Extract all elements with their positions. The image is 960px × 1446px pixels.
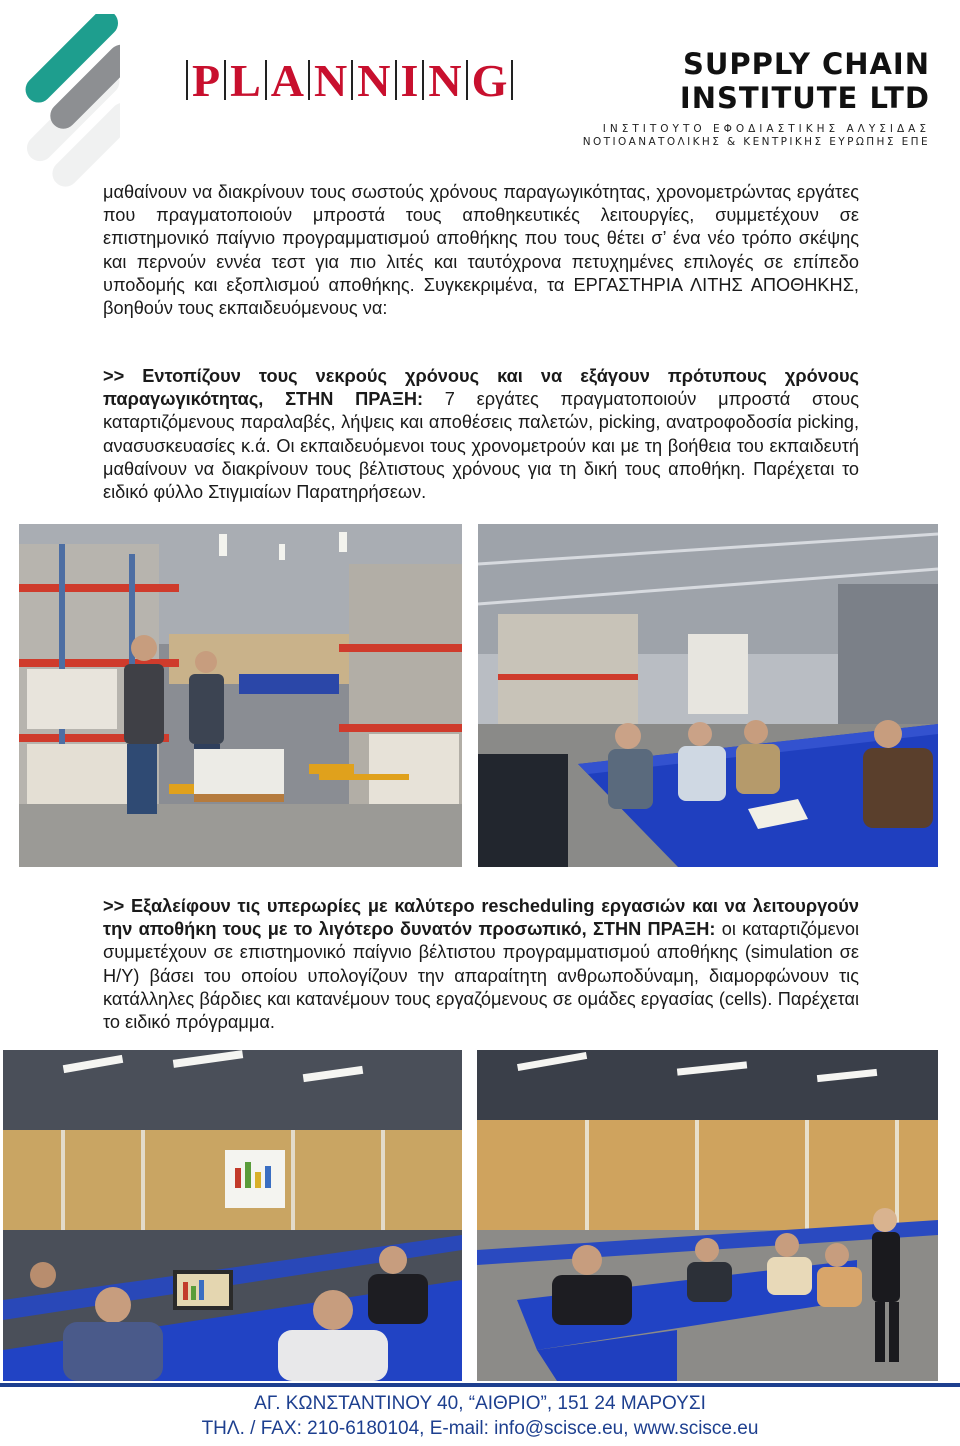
planning-letter: A xyxy=(270,54,305,106)
planning-letter: G xyxy=(471,54,508,106)
footer-contact: ΤΗΛ. / FAX: 210-6180104, E-mail: info@scisce.eu, www.scisce.eu xyxy=(201,1418,759,1439)
institute-logo-mark xyxy=(8,14,120,194)
planning-letter: N xyxy=(314,54,348,106)
intro-paragraph: μαθαίνουν να διακρίνουν τους σωστούς χρόνους παραγωγικότητας, χρονομετρώντας εργάτες που πραγματοποιούν μπροστά τους αποθηκευτικές λειτουργίες, συμμετέχουν σε επιστημονικό παίγνιο προγραμματισμού αποθήκης που τους θέτει σ’ ένα νέο τρόπο σκέψης και περνούν εννέα τεστ για πιο λιτές και ταυτόχρονα πετυχημένες επιλογές σε επίπεδο υποδομής και εξοπλισμού αποθήκης. Συγκεκριμένα, τα ΕΡΓΑΣΤΗΡΙΑ ΛΙΤΗΣ ΑΠΟΘΗΚΗΣ, βοηθούν τους εκπαιδευόμενους να: xyxy=(103,182,859,319)
section1-paragraph xyxy=(103,365,859,504)
simulation-session-photo xyxy=(3,1050,462,1381)
planning-letter: N xyxy=(428,54,462,106)
participants-hall-photo xyxy=(477,1050,938,1381)
planning-logo xyxy=(182,52,546,108)
planning-letter: N xyxy=(357,54,391,106)
footer-address: ΑΓ. ΚΩΝΣΤΑΝΤΙΝΟΥ 40, “ΑΙΘΡΙΟ”, 151 24 ΜΑΡΟΥΣΙ xyxy=(254,1393,706,1414)
warehouse-lab-photo xyxy=(19,524,462,867)
planning-letter: I xyxy=(400,54,419,106)
workshop-tables-photo xyxy=(478,524,938,867)
planning-letter: L xyxy=(230,54,261,106)
institute-name-line2: INSTITUTE LTD xyxy=(679,81,930,115)
institute-subtitle-line2: ΝΟΤΙΟΑΝΑΤΟΛΙΚΗΣ & ΚΕΝΤΡΙΚΗΣ ΕΥΡΩΠΗΣ ΕΠΕ xyxy=(582,136,930,148)
section1-heading: >> Εντοπίζουν τους νεκρούς χρόνους και να εξάγουν πρότυπους χρόνους παραγωγικότητας, ΣΤΗΝ ΠΡΑΞΗ: xyxy=(103,366,859,410)
section2-heading: >> Εξαλείφουν τις υπερωρίες με καλύτερο rescheduling εργασιών και να λειτουργούν την αποθήκη τους με το λιγότερο δυνατόν προσωπικό, ΣΤΗΝ ΠΡΑΞΗ: xyxy=(103,896,859,940)
section2-paragraph xyxy=(103,895,859,1034)
institute-name-line1: SUPPLY CHAIN xyxy=(682,47,930,81)
planning-letter: P xyxy=(192,54,221,106)
institute-subtitle-line1: ΙΝΣΤΙΤΟΥΤΟ ΕΦΟΔΙΑΣΤΙΚΗΣ ΑΛΥΣΙΔΑΣ xyxy=(602,123,930,135)
footer-rule xyxy=(0,1383,960,1387)
section1-body: 7 εργάτες πραγματοποιούν μπροστά στους καταρτιζόμενους παραλαβές, λήψεις και αποθέσεις παλετών, picking, ανατροφοδοσία picking, ανασυσκευασίες κ.ά. Οι εκπαιδευόμενοι τους χρονομετρούν και με τη βοήθεια του εκπαιδευτή μαθαίνουν να διακρίνουν τους βέλτιστους χρόνους για τη δική τους αποθήκη. Παρέχεται το ειδικό φύλλο Στιγμιαίων Παρατηρήσεων. xyxy=(103,389,859,503)
section2-body: οι καταρτιζόμενοι συμμετέχουν σε επιστημονικό παίγνιο βέλτιστου προγραμματισμού αποθήκης (simulation σε Η/Υ) βάσει του οποίου υπολογίζουν την απαραίτητη ανθρωποδύναμη, διαμορφώνουν τις κατάλληλες βάρδιες και κατανέμουν τους εργαζόμενους σε ομάδες εργασίας (cells). Παρέχεται το ειδικό πρόγραμμα. xyxy=(103,919,859,1033)
